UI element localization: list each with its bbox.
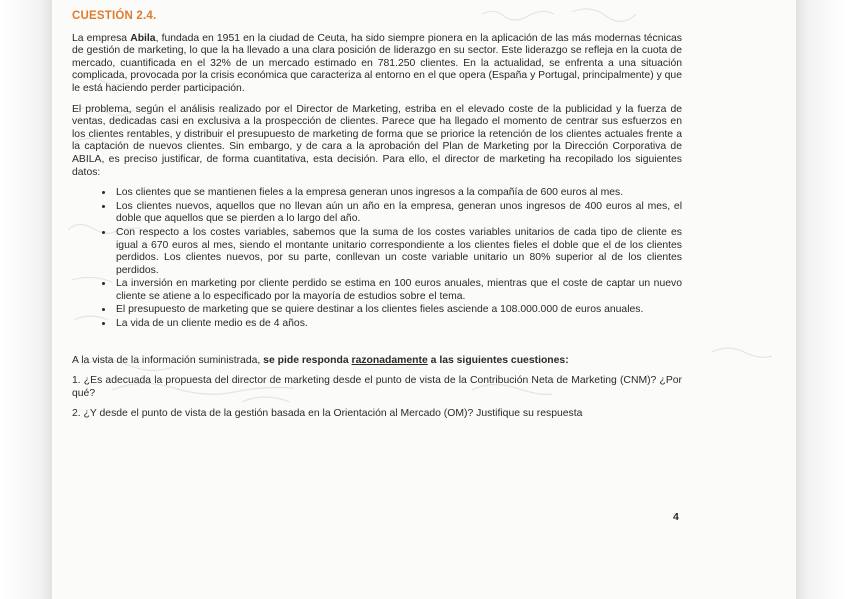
bullet-item: • Con respecto a los costes variables, sabemos que la suma de los costes variables unitarios de cada tipo de cliente es igual a 670 euros al mes, siendo el montante unitario correspondiente a los clientes fieles el doble que el de los clientes perdidos. Los clientes nuevos, por su parte, conllevan un coste variable unitario un 80% superior al de los clientes perdidos.: [114, 227, 682, 277]
instruction-text: A la vista de la información suministrada,: [72, 354, 264, 366]
instruction-underlined: razonadamente: [351, 354, 428, 366]
question-heading: CUESTIÓN 2.4.: [72, 10, 157, 22]
instruction-bold: se pide responda: [263, 354, 352, 366]
company-name: Abila: [130, 32, 156, 44]
instruction-line: [72, 355, 682, 368]
instruction-bold-end: a las siguientes cuestiones:: [427, 354, 569, 366]
page-number: 4: [673, 511, 679, 523]
document-body: [72, 10, 682, 429]
question-1: 1. ¿Es adecuada la propuesta del director de marketing desde el punto de vista de la Contribución Neta de Marketing (CNM)? ¿Por qué?: [72, 375, 682, 399]
intro-text-start: La empresa: [72, 32, 131, 44]
bullet-item: • La vida de un cliente medio es de 4 años.: [114, 318, 682, 331]
data-bullet-list: [72, 187, 682, 331]
scan-margin-right: [796, 0, 848, 599]
question-2: 2. ¿Y desde el punto de vista de la gestión basada en la Orientación al Mercado (OM)? Justifique su respuesta: [72, 408, 583, 420]
bullet-item: • Los clientes que se mantienen fieles a la empresa generan unos ingresos a la compañía de 600 euros al mes.: [114, 187, 682, 200]
company-intro-paragraph: [72, 33, 682, 96]
bullet-item: • Los clientes nuevos, aquellos que no llevan aún un año en la empresa, generan unos ingresos de 400 euros al mes, el doble que aquellos que se pierden a lo largo del año.: [114, 201, 682, 226]
scan-margin-left: [0, 0, 52, 599]
bullet-item: • La inversión en marketing por cliente perdido se estima en 100 euros anuales, mientras que el coste de captar un nuevo cliente se atiene a lo especificado por la mayoría de estudios sobre el tema.: [114, 278, 682, 303]
bullet-item: • El presupuesto de marketing que se quiere destinar a los clientes fieles asciende a 108.000.000 de euros anuales.: [114, 304, 682, 317]
problem-paragraph: El problema, según el análisis realizado por el Director de Marketing, estriba en el elevado coste de la publicidad y la fuerza de ventas, dedicadas casi en exclusiva a la prospección de clientes. Parece que ha llegado el momento de centrar sus esfuerzos en los clientes rentables, y distribuir el presupuesto de marketing de forma que se priorice la retención de los clientes actuales frente a la captación de nuevos clientes. Sin embargo, y de cara a la aprobación del Plan de Marketing por la Dirección Corporativa de ABILA, es preciso justificar, de forma cuantitativa, esta decisión. Para ello, el director de marketing ha recopilado los siguientes datos:: [72, 103, 682, 178]
intro-text-rest: , fundada en 1951 en la ciudad de Ceuta, ha sido siempre pionera en la aplicación de las más modernas técnicas de gestión de marketing, lo que la ha llevado a una clara posición de liderazgo en su sector. Este liderazgo se refleja en la cuota de mercado, cuantificada en el 32% de un mercado estimado en 781.250 clientes. En la actualidad, se enfrenta a una situación complicada, provocada por la crisis económica que caracteriza al entorno en el que opera (España y Portugal, principalmente) y que le está haciendo perder participación.: [72, 32, 682, 94]
